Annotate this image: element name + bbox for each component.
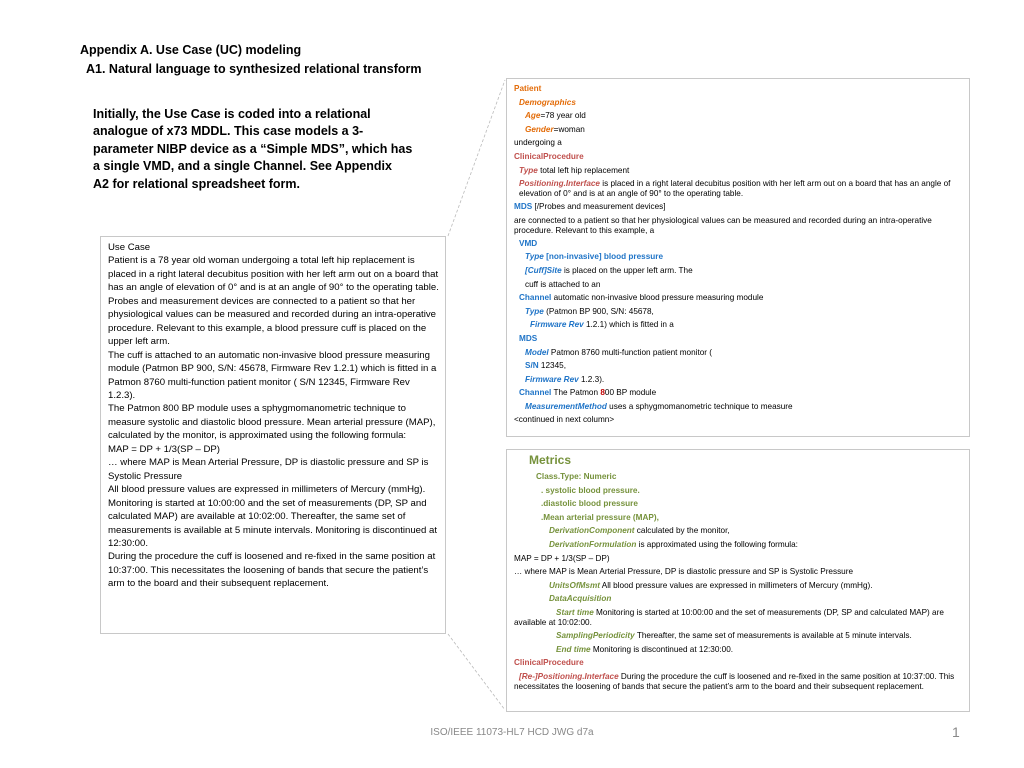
data-acquisition-line bbox=[514, 592, 965, 606]
vmd-line bbox=[514, 237, 965, 251]
gender-line bbox=[514, 123, 965, 137]
use-case-paragraph: Monitoring is started at 10:00:00 and the set of measurements (DP, SP and calculated MAP) are available at 10:02:00. Thereafter, the same set of measurements is available at 5 minute intervals. Monitoring is discontinued at 12:30:00. bbox=[108, 497, 438, 549]
use-case-paragraph: Patient is a 78 year old woman undergoing a total left hip replacement is placed in a right lateral decubitus position with her left arm out on a board that has an angle of elevation of 0° and is at an angle of 90° to the operating table. bbox=[108, 255, 439, 294]
model-line bbox=[514, 346, 965, 360]
connector-line-top bbox=[448, 80, 505, 236]
undergoing-line: undergoing a bbox=[514, 138, 562, 148]
use-case-paragraph: Probes and measurement devices are connected to a patient so that her physiological values can be measured and recorded during an intra-operative procedure. Relevant to this example, a blood pressure cuff is placed on the upper left arm. bbox=[108, 295, 436, 348]
channel2-suffix: 00 BP module bbox=[604, 388, 657, 398]
channel-type-value: (Patmon BP 900, S/N: 45678, bbox=[543, 306, 654, 316]
demographics-line bbox=[514, 96, 965, 110]
use-case-title: Use Case bbox=[108, 242, 151, 253]
units-line bbox=[514, 579, 965, 593]
clinical-procedure-line bbox=[514, 150, 965, 164]
age-line bbox=[514, 109, 965, 123]
repositioning-value: During the procedure the cuff is loosened and re-fixed in the same position at 10:37:00. This necessitates the loosening of bands that secure the patient’s arm to the board and their subsequent replacement. bbox=[514, 671, 955, 691]
gender-key: Gender bbox=[525, 124, 554, 134]
use-case-paragraph: During the procedure the cuff is loosened and re-fixed in the same position at 10:37:00. This necessitates the loosening of bands that secure the patient’s arm to the board and their subsequent replacement. bbox=[108, 551, 436, 590]
measurement-method-line bbox=[514, 400, 965, 414]
model-key: Model bbox=[525, 347, 549, 357]
firmware2-key: Firmware Rev bbox=[525, 374, 579, 384]
channel-key: Channel bbox=[519, 293, 552, 303]
vmd-type-key: Type bbox=[525, 252, 544, 262]
footer-text: ISO/IEEE 11073-HL7 HCD JWG d7a bbox=[430, 727, 594, 738]
use-case-paragraph: … where MAP is Mean Arterial Pressure, DP is diastolic pressure and SP is Systolic Pressure bbox=[108, 457, 429, 482]
section-subtitle: A1. Natural language to synthesized relational transform bbox=[86, 62, 422, 76]
continued-note: <continued in next column> bbox=[514, 415, 615, 425]
relational-panel-top bbox=[506, 78, 970, 437]
clinical-procedure-key: ClinicalProcedure bbox=[514, 151, 584, 161]
age-key: Age bbox=[525, 111, 541, 121]
formula-line: MAP = DP + 1/3(SP – DP) bbox=[514, 553, 610, 563]
serial-key: S/N bbox=[525, 361, 539, 371]
use-case-paragraph: MAP = DP + 1/3(SP – DP) bbox=[108, 443, 220, 455]
mean-line bbox=[514, 511, 965, 525]
end-time-line bbox=[514, 643, 965, 657]
where-line: … where MAP is Mean Arterial Pressure, DP is diastolic pressure and SP is Systolic Pressure bbox=[514, 567, 854, 577]
vmd-type-line bbox=[514, 250, 965, 264]
demographics-key: Demographics bbox=[519, 97, 576, 107]
end-time-value: Monitoring is discontinued at 12:30:00. bbox=[590, 644, 734, 654]
clinical-procedure-2-line bbox=[514, 656, 965, 670]
age-value: =78 year old bbox=[540, 111, 586, 121]
mds2-line bbox=[514, 332, 965, 346]
positioning-key: Positioning.Interface bbox=[519, 179, 600, 189]
type-value: total left hip replacement bbox=[537, 165, 630, 175]
serial-line bbox=[514, 359, 965, 373]
derivation-component-line bbox=[514, 524, 965, 538]
relational-panel-bottom bbox=[506, 449, 970, 712]
channel2-highlight: 8 bbox=[600, 388, 605, 398]
page-number: 1 bbox=[952, 724, 960, 740]
channel-value: automatic non-invasive blood pressure measuring module bbox=[551, 293, 764, 303]
derivation-formulation-value: is approximated using the following formula: bbox=[636, 539, 798, 549]
repositioning-key: [Re-]Positioning.Interface bbox=[519, 671, 619, 681]
use-case-paragraph: The Patmon 800 BP module uses a sphygmomanometric technique to measure systolic and diastolic blood pressure. Mean arterial pressure (MAP), calculated by the monitor, is approximated using the following formula: bbox=[108, 403, 436, 442]
metrics-key: Metrics bbox=[529, 453, 572, 467]
firmware2-line bbox=[514, 373, 965, 387]
start-time-line bbox=[514, 606, 965, 629]
measurement-method-key: MeasurementMethod bbox=[525, 401, 607, 411]
gender-value: =woman bbox=[553, 124, 585, 134]
channel-type-key: Type bbox=[525, 306, 544, 316]
diastolic-line bbox=[514, 497, 965, 511]
firmware-key: Firmware Rev bbox=[530, 320, 584, 330]
clinical-procedure-2-key: ClinicalProcedure bbox=[514, 658, 584, 668]
measurement-method-value: uses a sphygmomanometric technique to measure bbox=[606, 401, 793, 411]
positioning-value: is placed in a right lateral decubitus position with her left arm out on a board that has an angle of elevation of 0° and is at an angle of 90° to the operating table. bbox=[519, 179, 951, 199]
type-line bbox=[514, 164, 965, 178]
derivation-formulation-key: DerivationFormulation bbox=[549, 539, 637, 549]
use-case-paragraph: All blood pressure values are expressed in millimeters of Mercury (mmHg). bbox=[108, 484, 426, 496]
sampling-key: SamplingPeriodicity bbox=[556, 630, 635, 640]
use-case-paragraph: The cuff is attached to an automatic non-invasive blood pressure measuring module (Patmon BP 900, S/N: 45678, Firmware Rev 1.2.1) which is fitted in a Patmon 8760 multi-function patient monitor ( S/N 12345, Firmware Rev 1.2.3). bbox=[108, 349, 437, 401]
systolic-line bbox=[514, 484, 965, 498]
vmd-key: VMD bbox=[519, 238, 538, 248]
metrics-line bbox=[514, 452, 965, 470]
patient-line bbox=[514, 82, 965, 96]
firmware-value: 1.2.1) which is fitted in a bbox=[583, 320, 674, 330]
channel2-prefix: The Patmon bbox=[551, 388, 601, 398]
mds-line bbox=[514, 200, 965, 214]
systolic-key: . systolic blood pressure. bbox=[541, 485, 640, 495]
appendix-title: Appendix A. Use Case (UC) modeling bbox=[80, 43, 302, 57]
sampling-line bbox=[514, 629, 965, 643]
channel2-line bbox=[514, 386, 965, 400]
firmware-line bbox=[514, 318, 965, 332]
mds-key: MDS bbox=[514, 202, 533, 212]
cuff-attached-line: cuff is attached to an bbox=[525, 279, 601, 289]
connector-line-bottom bbox=[448, 634, 505, 710]
model-value: Patmon 8760 multi-function patient monitor ( bbox=[548, 347, 713, 357]
positioning-line bbox=[514, 177, 965, 200]
mds2-key: MDS bbox=[519, 333, 538, 343]
cuff-site-value: is placed on the upper left arm. The bbox=[561, 265, 693, 275]
derivation-component-key: DerivationComponent bbox=[549, 526, 635, 536]
cuff-site-line bbox=[514, 264, 965, 278]
type-key: Type bbox=[519, 165, 538, 175]
intro-text: Initially, the Use Case is coded into a relational analogue of x73 MDDL. This case models a 3- parameter NIBP device as a “Simple MDS”, which has a single VMD, and a single Channel. See Appendix A2 for relational spreadsheet form. bbox=[93, 107, 413, 191]
connected-line: are connected to a patient so that her physiological values can be measured and recorded during an intra-operative procedure. Relevant to this example, a bbox=[514, 215, 932, 235]
class-type-line bbox=[514, 470, 965, 484]
mds-value: [/Probes and measurement devices] bbox=[532, 202, 666, 212]
units-key: UnitsOfMsmt bbox=[549, 580, 600, 590]
patient-key: Patient bbox=[514, 84, 542, 93]
start-time-key: Start time bbox=[556, 607, 594, 617]
channel-line bbox=[514, 291, 965, 305]
units-value: All blood pressure values are expressed in millimeters of Mercury (mmHg). bbox=[599, 580, 873, 590]
derivation-component-value: calculated by the monitor, bbox=[634, 526, 730, 536]
channel2-key: Channel bbox=[519, 388, 552, 398]
mean-key: .Mean arterial pressure (MAP), bbox=[541, 512, 659, 522]
serial-value: 12345, bbox=[538, 361, 566, 371]
class-type: Class.Type: Numeric bbox=[536, 472, 617, 481]
start-time-value: Monitoring is started at 10:00:00 and the set of measurements (DP, SP and calculated MAP) are available at 10:02:00. bbox=[514, 607, 944, 627]
repositioning-line bbox=[514, 670, 965, 693]
channel-type-line bbox=[514, 305, 965, 319]
end-time-key: End time bbox=[556, 644, 591, 654]
data-acquisition-key: DataAcquisition bbox=[549, 594, 612, 604]
use-case-box bbox=[100, 236, 446, 634]
sampling-value: Thereafter, the same set of measurements is available at 5 minute intervals. bbox=[634, 630, 912, 640]
vmd-type-value: [non-invasive] blood pressure bbox=[546, 252, 664, 262]
cuff-site-key: [Cuff]Site bbox=[525, 265, 562, 275]
diastolic-key: .diastolic blood pressure bbox=[541, 499, 638, 509]
derivation-formulation-line bbox=[514, 538, 965, 552]
firmware2-value: 1.2.3). bbox=[578, 374, 605, 384]
